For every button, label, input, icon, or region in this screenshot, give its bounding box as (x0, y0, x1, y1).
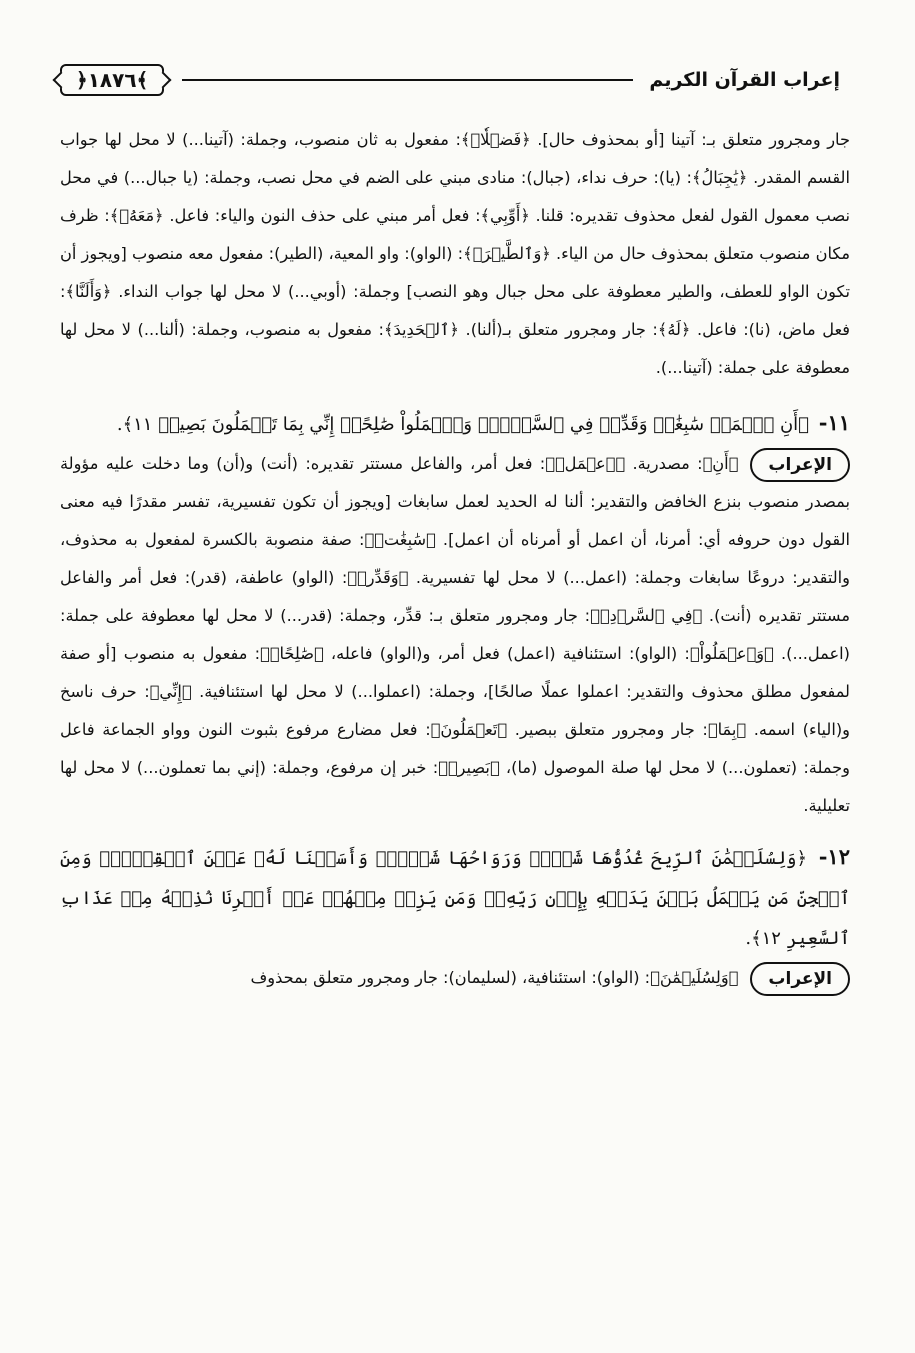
irab-section-11 (60, 445, 850, 825)
verse-number: ١١- (818, 410, 850, 435)
verse-text: ﴿وَلِسُلَيۡمَٰنَ ٱلرِّيحَ غُدُوُّهَا شَهۡرٞ وَرَوَاحُهَا شَهۡرٞۖ وَأَسَلۡنَا لَهُۥ عَيۡنَ ٱلۡقِطۡرِۖ وَمِنَ ٱلۡجِنِّ مَن يَعۡمَلُ بَيۡنَ يَدَيۡهِ بِإِذۡنِ رَبِّهِۦۖ وَمَن يَزِغۡ مِنۡهُمۡ عَنۡ أَمۡرِنَا نُذِقۡهُ مِنۡ عَذَابِ ٱلسَّعِيرِ ١٢﴾. (60, 848, 850, 949)
spacer (60, 825, 850, 837)
verse-text: ﴿أَنِ ٱعۡمَلۡ سَٰبِغَٰتٖ وَقَدِّرۡ فِي ٱلسَّرۡدِۖ وَٱعۡمَلُواْ صَٰلِحًاۖ إِنِّي بِمَا تَعۡمَلُونَ بَصِيرٞ ١١﴾. (116, 414, 809, 435)
commentary-block-1: جار ومجرور متعلق بـ: آتينا [أو بمحذوف حال]. ﴿فَضۡلٗاۖ﴾: مفعول به ثان منصوب، وجملة: (آتينا...) لا محل لها جواب القسم المقدر. ﴿يَٰجِبَالُ﴾: (يا): حرف نداء، (جبال): منادى مبني على الضم في محل نصب، وجملة: (يا جبال...) في محل نصب معمول القول لفعل محذوف تقديره: قلنا. ﴿أَوِّبِي﴾: فعل أمر مبني على حذف النون والياء: فاعل. ﴿مَعَهُۥ﴾: ظرف مكان منصوب متعلق بمحذوف حال من الياء. ﴿وَٱلطَّيۡرَۖ﴾: (الواو): واو المعية، (الطير): مفعول معه منصوب [ويجوز أن تكون الواو للعطف، والطير معطوفة على محل جبال وهو النصب] وجملة: (أوبي...) لا محل لها جواب النداء. ﴿وَأَلَنَّا﴾: فعل ماض، (نا): فاعل. ﴿لَهُ﴾: جار ومجرور متعلق بـ(ألنا). ﴿ٱلۡحَدِيدَ﴾: مفعول به منصوب، وجملة: (ألنا...) لا محل لها معطوفة على جملة: (آتينا...). (60, 130, 850, 377)
verse-11 (60, 403, 850, 445)
irab-badge: الإعراب (750, 448, 850, 482)
irab-section-12 (60, 959, 850, 997)
header-rule (182, 79, 633, 81)
page-number: ﴾١٨٧٦﴿ (60, 64, 164, 96)
spacer (60, 387, 850, 403)
book-title: إعراب القرآن الكريم (649, 69, 840, 91)
page (60, 55, 850, 997)
page-header (60, 55, 850, 105)
irab-badge: الإعراب (750, 962, 850, 996)
irab-text: ﴿وَلِسُلَيۡمَٰنَ﴾: (الواو): استئنافية، (لسليمان): جار ومجرور متعلق بمحذوف (250, 968, 739, 987)
verse-12 (60, 837, 850, 959)
verse-number: ١٢- (818, 844, 850, 869)
irab-text: ﴿أَنِ﴾: مصدرية. ﴿ٱعۡمَلۡ﴾: فعل أمر، والفاعل مستتر تقديره: (أنت) و(أن) وما دخلت عليه مؤولة بمصدر منصوب بنزع الخافض والتقدير: ألنا له الحديد لعمل سابغات [ويجوز أن تكون تفسيرية، تفسر مقدرًا فيه معنى القول دون حروفه أي: أمرنا، أن اعمل أو أمرناه أن اعمل]. ﴿سَٰبِغَٰتٖ﴾: صفة منصوبة بالكسرة لمفعول به محذوف، والتقدير: دروعًا سابغات وجملة: (اعمل...) لا محل لها تفسيرية. ﴿وَقَدِّرۡ﴾: (الواو) عاطفة، (قدر): فعل أمر والفاعل مستتر تقديره (أنت). ﴿فِي ٱلسَّرۡدِۖ﴾: جار ومجرور متعلق بـ: قدِّر، وجملة: (قدر...) لا محل لها معطوفة على جملة: (اعمل...). ﴿وَٱعۡمَلُواْ﴾: (الواو): استئنافية (اعمل) فعل أمر، و(الواو) فاعله، ﴿صَٰلِحًاۖ﴾: مفعول به منصوب [أو صفة لمفعول مطلق محذوف والتقدير: اعملوا عملًا صالحًا]، وجملة: (اعملوا...) لا محل لها استئنافية. ﴿إِنِّي﴾: حرف ناسخ و(الياء) اسمه. ﴿بِمَا﴾: جار ومجرور متعلق ببصير. ﴿تَعۡمَلُونَ﴾: فعل مضارع مرفوع بثبوت النون وواو الجماعة فاعل وجملة: (تعملون...) لا محل لها صلة الموصول (ما)، ﴿بَصِيرٞ﴾: خبر إن مرفوع، وجملة: (إني بما تعملون...) لا محل لها تعليلية. (60, 454, 850, 815)
